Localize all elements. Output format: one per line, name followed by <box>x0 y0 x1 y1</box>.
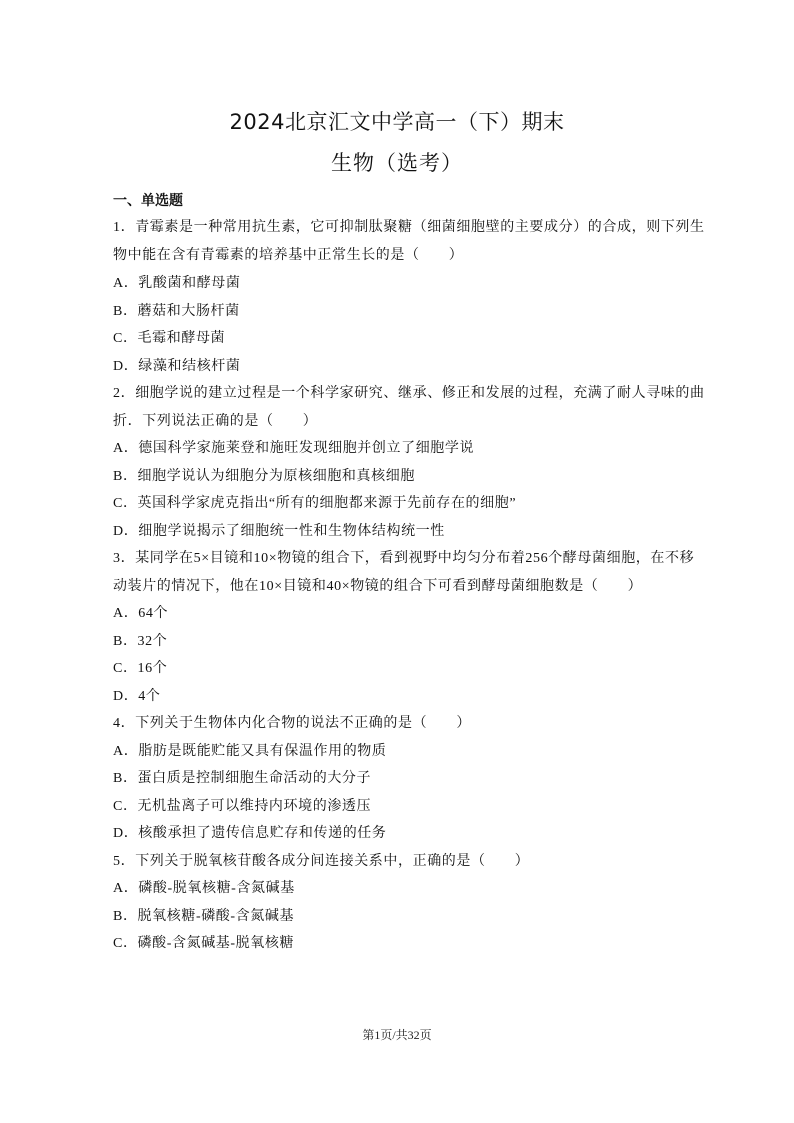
question-2-option-a: A．德国科学家施莱登和施旺发现细胞并创立了细胞学说 <box>113 441 475 456</box>
question-1-stem-line-1: 1．青霉素是一种常用抗生素，它可抑制肽聚糖（细菌细胞壁的主要成分）的合成，则下列生 <box>113 220 705 235</box>
question-2-option-b: B．细胞学说认为细胞分为原核细胞和真核细胞 <box>113 469 415 484</box>
question-5-option-c: C．磷酸-含氮碱基-脱氧核糖 <box>113 936 295 951</box>
question-5-stem-line-1: 5．下列关于脱氧核苷酸各成分间连接关系中，正确的是（ ） <box>113 854 530 869</box>
question-2-stem-line-1: 2．细胞学说的建立过程是一个科学家研究、继承、修正和发展的过程，充满了耐人寻味的曲 <box>113 386 705 401</box>
section-heading: 一、单选题 <box>113 193 183 209</box>
question-2-stem-line-2: 折．下列说法正确的是（ ） <box>113 414 318 429</box>
question-1-option-b: B．蘑菇和大肠杆菌 <box>113 304 240 319</box>
question-3-option-d: D．4个 <box>113 689 161 704</box>
document-title: 2024北京汇文中学高一（下）期末 <box>229 110 565 134</box>
question-3-option-c: C．16个 <box>113 661 168 676</box>
question-4-option-b: B．蛋白质是控制细胞生命活动的大分子 <box>113 771 372 786</box>
page-footer: 第1页/共32页 <box>362 1028 432 1042</box>
document-subtitle: 生物（选考） <box>331 151 463 175</box>
question-4-option-c: C．无机盐离子可以维持内环境的渗透压 <box>113 799 372 814</box>
question-3-option-a: A．64个 <box>113 606 169 621</box>
question-3-stem-line-2: 动装片的情况下，他在10×目镜和40×物镜的组合下可看到酵母菌细胞数是（ ） <box>113 579 643 594</box>
question-2-option-c: C．英国科学家虎克指出“所有的细胞都来源于先前存在的细胞” <box>113 496 517 511</box>
question-1-option-d: D．绿藻和结核杆菌 <box>113 359 241 374</box>
question-3-stem-line-1: 3．某同学在5×目镜和10×物镜的组合下，看到视野中均匀分布着256个酵母菌细胞，在不移 <box>113 551 695 566</box>
question-4-option-d: D．核酸承担了遗传信息贮存和传递的任务 <box>113 826 387 841</box>
question-5-option-b: B．脱氧核糖-磷酸-含氮碱基 <box>113 909 295 924</box>
question-3-option-b: B．32个 <box>113 634 168 649</box>
question-5-option-a: A．磷酸-脱氧核糖-含氮碱基 <box>113 881 295 896</box>
question-2-option-d: D．细胞学说揭示了细胞统一性和生物体结构统一性 <box>113 524 445 539</box>
question-4-stem-line-1: 4．下列关于生物体内化合物的说法不正确的是（ ） <box>113 716 471 731</box>
question-1-stem-line-2: 物中能在含有青霉素的培养基中正常生长的是（ ） <box>113 248 464 263</box>
question-1-option-c: C．毛霉和酵母菌 <box>113 331 226 346</box>
question-1-option-a: A．乳酸菌和酵母菌 <box>113 276 241 291</box>
question-4-option-a: A．脂肪是既能贮能又具有保温作用的物质 <box>113 744 387 759</box>
